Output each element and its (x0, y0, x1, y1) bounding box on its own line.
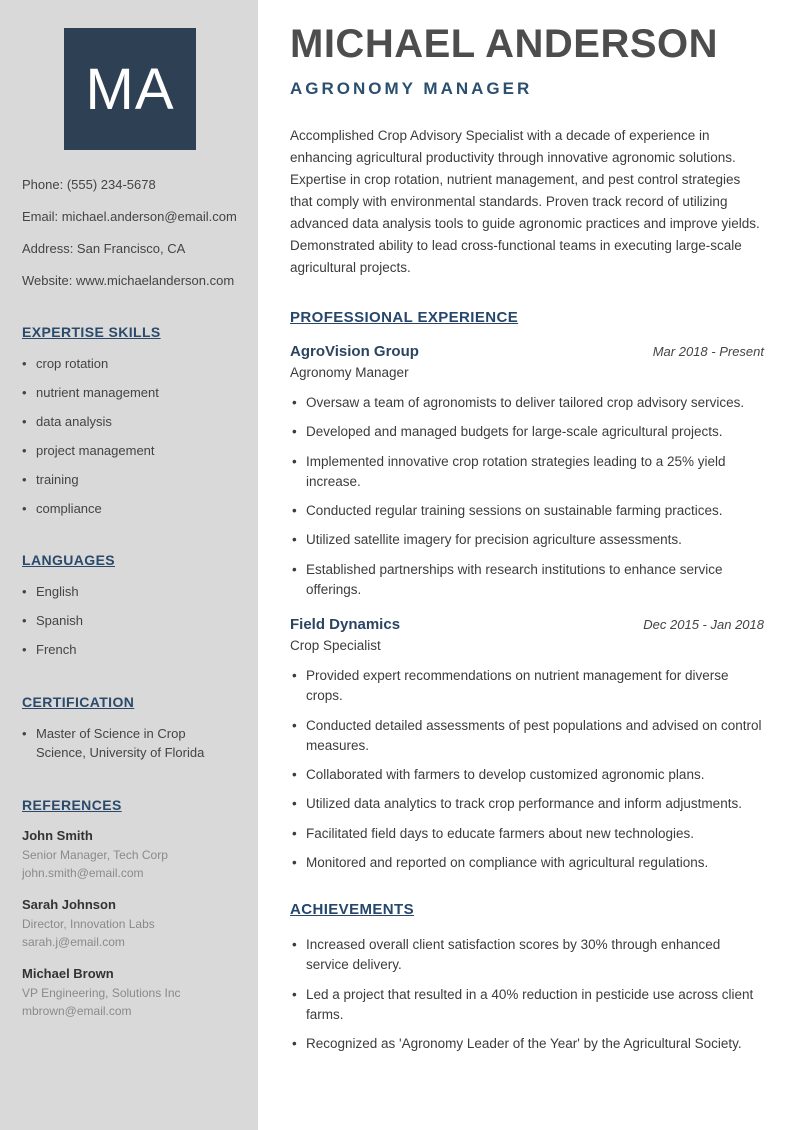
bullet-item: • Provided expert recommendations on nutrient management for diverse crops. (290, 666, 764, 707)
list-item: • project management (22, 442, 238, 461)
job-dates: Mar 2018 - Present (652, 344, 764, 359)
experience-heading: PROFESSIONAL EXPERIENCE (290, 309, 519, 326)
certification-heading: CERTIFICATION (22, 693, 135, 710)
job-header (290, 616, 764, 633)
contact-website: Website: www.michaelanderson.com (22, 272, 235, 288)
contact-phone: Phone: (555) 234-5678 (22, 177, 156, 192)
summary-paragraph: Accomplished Crop Advisory Specialist with a decade of experience in enhancing agricultural productivity through innovative agronomic solutions. Expertise in crop rotation, nutrient management, and pest control strategies that comply with environmental standards. Proven track record of utilizing advanced data analysis tools to guide agronomic practices and improve yields. Demonstrated ability to lead cross-functional teams in executing large-scale agricultural projects. (290, 128, 760, 275)
list-item: • nutrient management (22, 384, 238, 403)
expertise-skills-heading: EXPERTISE SKILLS (22, 324, 161, 341)
bullet-item: • Utilized satellite imagery for precision agriculture assessments. (290, 530, 764, 550)
section-achievements (290, 901, 764, 1054)
job-bullet-list (290, 666, 764, 873)
bullet-item: • Recognized as 'Agronomy Leader of the Year' by the Agricultural Society. (290, 1034, 764, 1054)
job-entry (290, 343, 764, 600)
list-item: • training (22, 471, 238, 490)
bullet-item: • Conducted regular training sessions on sustainable farming practices. (290, 501, 764, 521)
reference-name: John Smith (22, 827, 93, 843)
bullet-item: • Increased overall client satisfaction scores by 30% through enhanced service delivery. (290, 935, 764, 976)
main-column (258, 0, 800, 1130)
section-languages (22, 552, 238, 660)
reference-name: Michael Brown (22, 965, 114, 981)
bullet-item: • Established partnerships with research institutions to enhance service offerings. (290, 560, 764, 601)
bullet-item: • Utilized data analytics to track crop performance and inform adjustments. (290, 794, 764, 814)
job-role: Agronomy Manager (290, 365, 409, 380)
reference-email: john.smith@email.com (22, 865, 144, 880)
section-professional-experience (290, 309, 764, 873)
bullet-item: • Collaborated with farmers to develop customized agronomic plans. (290, 765, 764, 785)
achievements-list (290, 935, 764, 1054)
achievements-heading: ACHIEVEMENTS (290, 901, 414, 918)
contact-block (22, 176, 238, 290)
section-expertise-skills (22, 324, 238, 518)
contact-email: Email: michael.anderson@email.com (22, 208, 237, 224)
languages-heading: LANGUAGES (22, 552, 116, 569)
list-item: • French (22, 641, 238, 660)
bullet-item: • Implemented innovative crop rotation strategies leading to a 25% yield increase. (290, 452, 764, 493)
bullet-item: • Developed and managed budgets for large-scale agricultural projects. (290, 422, 764, 442)
list-item: • Spanish (22, 612, 238, 631)
company-name: AgroVision Group (290, 343, 419, 360)
section-references (22, 797, 238, 1020)
bullet-item: • Monitored and reported on compliance with agricultural regulations. (290, 853, 764, 873)
reference-email: mbrown@email.com (22, 1003, 132, 1018)
skills-list (22, 355, 238, 518)
candidate-name: MICHAEL ANDERSON (290, 22, 719, 66)
list-item: • data analysis (22, 413, 238, 432)
reference-name: Sarah Johnson (22, 896, 116, 912)
bullet-item: • Conducted detailed assessments of pest populations and advised on control measures. (290, 716, 764, 757)
avatar-initials (64, 28, 196, 150)
sidebar (0, 0, 258, 1130)
job-dates: Dec 2015 - Jan 2018 (643, 617, 764, 632)
contact-address: Address: San Francisco, CA (22, 240, 186, 256)
company-name: Field Dynamics (290, 616, 401, 633)
reference-title: VP Engineering, Solutions Inc (22, 985, 181, 1000)
job-role: Crop Specialist (290, 638, 381, 653)
certification-list (22, 725, 238, 763)
list-item: • compliance (22, 500, 238, 519)
initials-text: MA (85, 56, 175, 122)
job-header (290, 343, 764, 360)
reference-entry (22, 897, 238, 951)
job-entry (290, 616, 764, 873)
list-item: • Master of Science in Crop Science, University of Florida (22, 725, 238, 763)
list-item: • English (22, 583, 238, 602)
reference-email: sarah.j@email.com (22, 934, 125, 949)
reference-entry (22, 966, 238, 1020)
reference-title: Senior Manager, Tech Corp (22, 847, 168, 862)
bullet-item: • Facilitated field days to educate farmers about new technologies. (290, 824, 764, 844)
job-bullet-list (290, 393, 764, 600)
references-heading: REFERENCES (22, 796, 122, 813)
bullet-item: • Oversaw a team of agronomists to deliver tailored crop advisory services. (290, 393, 764, 413)
candidate-headline: AGRONOMY MANAGER (290, 79, 533, 98)
languages-list (22, 583, 238, 660)
list-item: • crop rotation (22, 355, 238, 374)
reference-entry (22, 828, 238, 882)
section-certification (22, 694, 238, 763)
bullet-item: • Led a project that resulted in a 40% reduction in pesticide use across client farms. (290, 985, 764, 1026)
reference-title: Director, Innovation Labs (22, 916, 155, 931)
